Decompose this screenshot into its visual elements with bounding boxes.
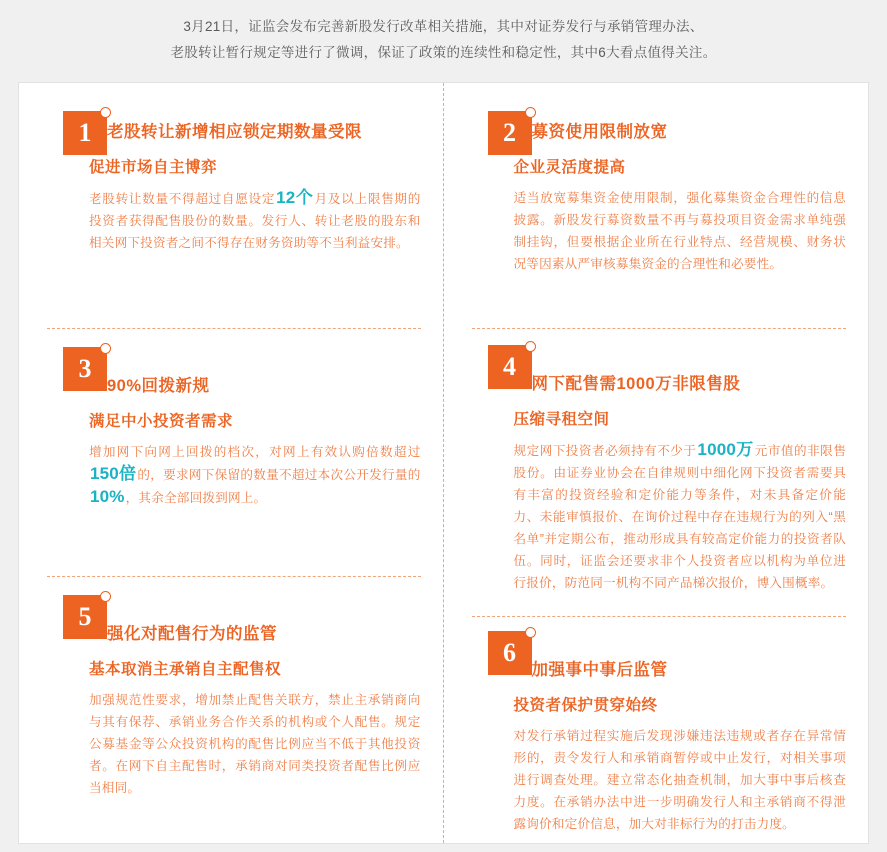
column-left: [19, 83, 444, 843]
badge-dot-icon: [525, 107, 536, 118]
card-4-title-row: [514, 367, 847, 397]
badge-dot-icon: [100, 343, 111, 354]
card-3: [41, 335, 421, 577]
card-2-title-row: [514, 115, 847, 145]
card-4-title: 网下配售需1000万非限售股: [531, 375, 741, 393]
card-2: [466, 97, 847, 329]
card-3-number: 3: [63, 347, 107, 391]
card-2-number: 2: [488, 111, 532, 155]
card-5-body: 加强规范性要求，增加禁止配售关联方，禁止主承销商向与其有保荐、承销业务合作关系的机构或个人配售。规定公募基金等公众投资机构的配售比例应当不低于其他投资者。在网下自主配售时，承销商对同类投资者配售比例应当相同。: [89, 693, 421, 795]
badge-dot-icon: [100, 591, 111, 602]
column-right: [444, 83, 869, 843]
card-3-subtitle: 满足中小投资者需求: [89, 413, 234, 430]
card-1-title: 老股转让新增相应锁定期数量受限: [107, 123, 362, 141]
card-1-body: 老股转让数量不得超过自愿设定12个月及以上限售期的投资者获得配售股份的数量。发行人、转让老股的股东和相关网下投资者之间不得存在财务资助等不当利益安排。: [89, 188, 421, 250]
card-3-title-row: [89, 369, 421, 399]
card-4-body: 规定网下投资者必须持有不少于1000万元市值的非限售股份。由证券业协会在自律规则中细化网下投资者需要具有丰富的投资经验和定价能力等条件，对未具备定价能力、未能审慎报价、在询价过程中存在违规行为的列入“黑名单”并定期公布，推动形成具有较高定价能力的投资者队伍。同时，证监会还要求非个人投资者应以机构为单位进行报价，防范同一机构不同产品梯次报价，博入围概率。: [513, 440, 846, 590]
card-1: [41, 97, 421, 329]
card-1-number: 1: [63, 111, 107, 155]
card-1-subtitle: 促进市场自主博弈: [89, 159, 218, 176]
card-6-body: 对发行承销过程实施后发现涉嫌违法违规或者存在异常情形的，责令发行人和承销商暂停或中止发行，对相关事项进行调查处理。建立常态化抽查机制，加大事中事后核查力度。在承销办法中进一步明确发行人和主承销商不得泄露询价和定价信息，加大对非标行为的打击力度。: [513, 729, 846, 831]
intro-line-2: 老股转让暂行规定等进行了微调，保证了政策的连续性和稳定性，其中6大看点值得关注。: [170, 45, 717, 60]
card-2-title: 募资使用限制放宽: [531, 123, 668, 141]
card-6-subtitle: 投资者保护贯穿始终: [513, 697, 658, 714]
badge-dot-icon: [100, 107, 111, 118]
card-6-title: 加强事中事后监管: [531, 661, 668, 679]
card-4: [466, 335, 847, 617]
card-5-subtitle: 基本取消主承销自主配售权: [89, 661, 282, 678]
badge-dot-icon: [525, 341, 536, 352]
intro-line-1: 3月21日，证监会发布完善新股发行改革相关措施，其中对证券发行与承销管理办法、: [183, 19, 704, 34]
badge-dot-icon: [525, 627, 536, 638]
card-5-title-row: [89, 617, 421, 647]
card-1-title-row: [89, 115, 421, 145]
card-4-number: 4: [488, 345, 532, 389]
card-6-title-row: [514, 653, 847, 683]
card-2-subtitle: 企业灵活度提高: [513, 159, 626, 176]
card-3-title: 90%回拨新规: [107, 377, 210, 395]
card-5-number: 5: [63, 595, 107, 639]
intro-text: [0, 0, 887, 76]
card-6-number: 6: [488, 631, 532, 675]
cards-board: [18, 82, 869, 844]
card-6: [466, 623, 847, 845]
card-5: [41, 583, 421, 809]
card-5-title: 强化对配售行为的监管: [107, 625, 277, 643]
card-2-body: 适当放宽募集资金使用限制，强化募集资金合理性的信息披露。新股发行募资数量不再与募投项目资金需求单纯强制挂钩，但要根据企业所在行业特点、经营规模、财务状况等因素从严审核募集资金的合理性和必要性。: [513, 191, 846, 271]
card-3-body: 增加网下向网上回拨的档次，对网上有效认购倍数超过150倍的，要求网下保留的数量不超过本次公开发行量的10%，其余全部回拨到网上。: [89, 445, 421, 506]
card-4-subtitle: 压缩寻租空间: [513, 411, 610, 428]
